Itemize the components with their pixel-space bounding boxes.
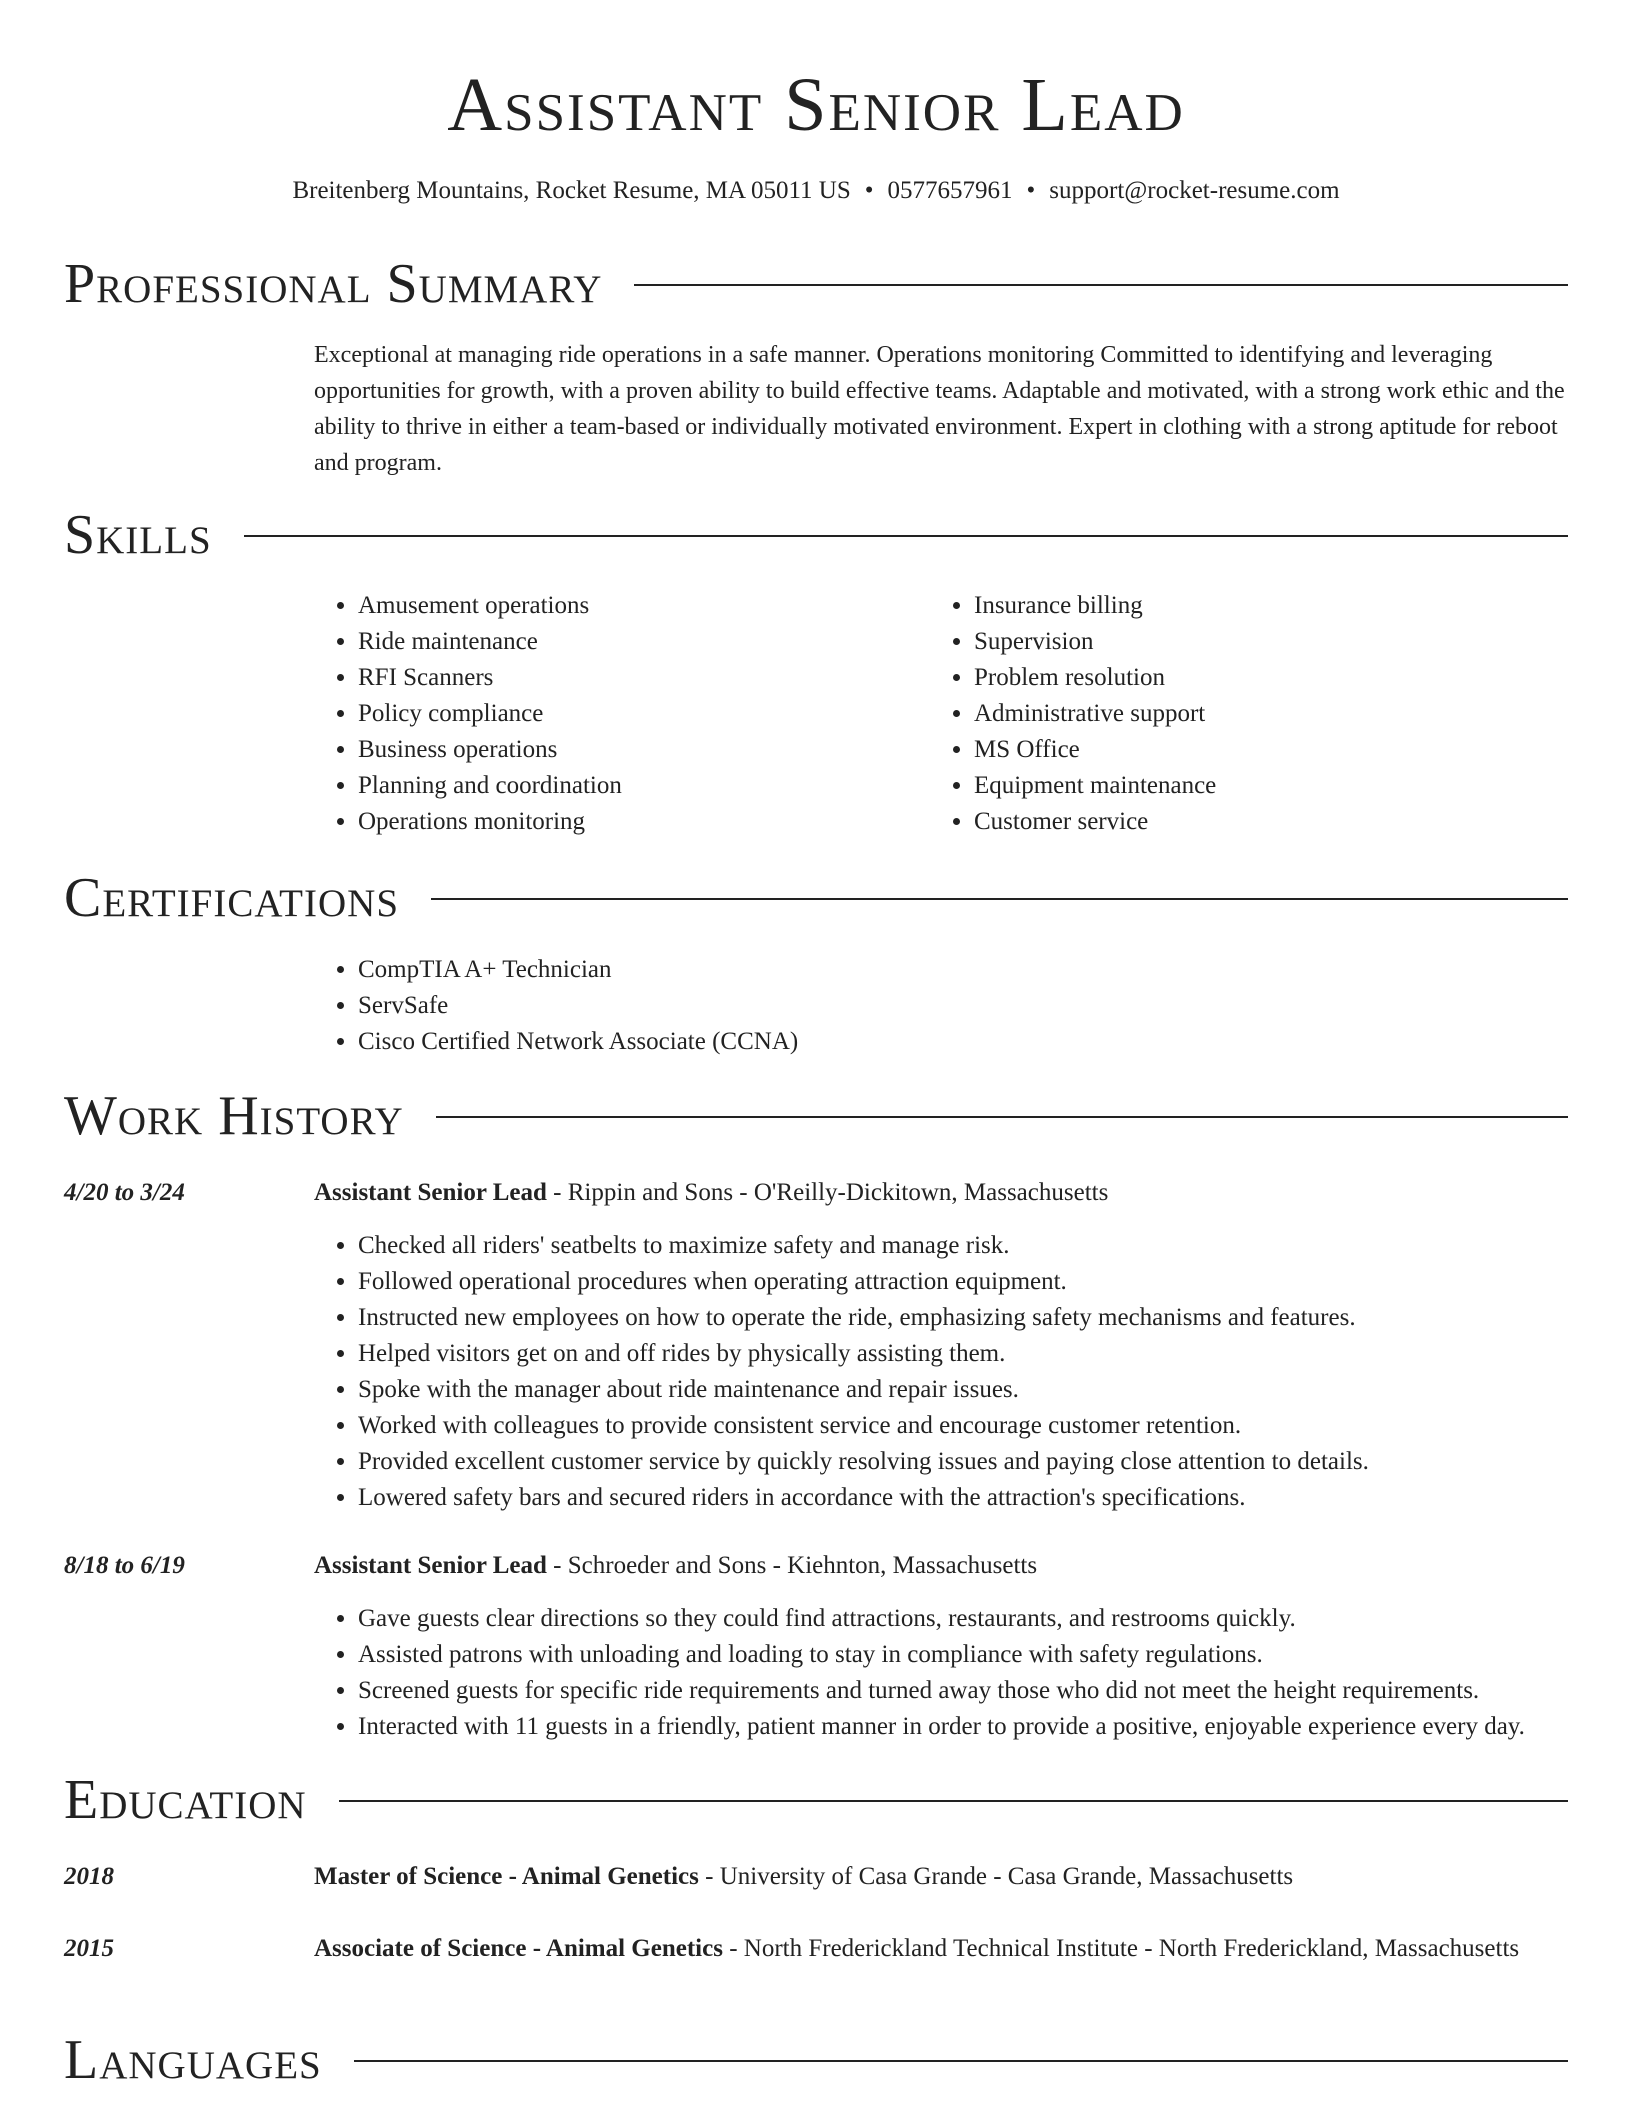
section-divider [431, 898, 1568, 900]
list-item: • Insurance billing [974, 588, 1550, 624]
skills-column-right [930, 588, 1550, 840]
list-item: • Problem resolution [974, 660, 1550, 696]
list-item: • Ride maintenance [358, 624, 914, 660]
job-title-line [314, 1174, 1568, 1212]
summary-heading [64, 252, 1568, 316]
list-item: • Gave guests clear directions so they could find attractions, restaurants, and restrooms quickly. [358, 1601, 1568, 1637]
list-item: • Business operations [358, 732, 914, 768]
list-item: • Equipment maintenance [974, 768, 1550, 804]
education-year: 2018 [64, 1863, 114, 1890]
list-item: • Provided excellent customer service by quickly resolving issues and paying close attention to details. [358, 1444, 1568, 1480]
job-duties [314, 1228, 1568, 1516]
degree: Master of Science - Animal Genetics [314, 1863, 699, 1890]
section-title: Professional Summary [64, 253, 603, 315]
list-item: • Assisted patrons with unloading and loading to stay in compliance with safety regulations. [358, 1637, 1568, 1673]
list-item: • RFI Scanners [358, 660, 914, 696]
list-item: • Screened guests for specific ride requirements and turned away those who did not meet the height requirements. [358, 1673, 1568, 1709]
work-history-heading [64, 1084, 1568, 1148]
email: support@rocket-resume.com [1049, 177, 1340, 204]
education-year: 2015 [64, 1935, 114, 1962]
job-title: Assistant Senior Lead [314, 1179, 547, 1206]
list-item: • Checked all riders' seatbelts to maximize safety and manage risk. [358, 1228, 1568, 1264]
section-title: Work History [64, 1085, 404, 1147]
list-item: • Operations monitoring [358, 804, 914, 840]
list-item: • CompTIA A+ Technician [358, 952, 1568, 988]
school: - North Frederickland Technical Institute - North Frederickland, Massachusetts [722, 1935, 1520, 1962]
languages-heading [64, 2028, 1568, 2092]
list-item: • Helped visitors get on and off rides by physically assisting them. [358, 1336, 1568, 1372]
list-item: • Interacted with 11 guests in a friendly, patient manner in order to provide a positive, enjoyable experience every day. [358, 1709, 1568, 1745]
section-title: Education [64, 1769, 307, 1831]
section-divider [339, 1800, 1568, 1802]
job-dates: 4/20 to 3/24 [64, 1179, 185, 1206]
list-item: • Supervision [974, 624, 1550, 660]
list-item: • MS Office [974, 732, 1550, 768]
skills-heading [64, 503, 1568, 567]
list-item: • Spoke with the manager about ride maintenance and repair issues. [358, 1372, 1568, 1408]
list-item: • Amusement operations [358, 588, 914, 624]
list-item: • Customer service [974, 804, 1550, 840]
list-item: • Lowered safety bars and secured riders in accordance with the attraction's specifications. [358, 1480, 1568, 1516]
education-heading [64, 1768, 1568, 1832]
education-line [314, 1930, 1568, 1968]
section-divider [354, 2060, 1568, 2062]
list-item: • Administrative support [974, 696, 1550, 732]
job-dates: 8/18 to 6/19 [64, 1552, 185, 1579]
section-divider [244, 535, 1568, 537]
section-divider [436, 1116, 1568, 1118]
phone: 0577657961 [887, 177, 1013, 204]
job-duties [314, 1601, 1568, 1745]
resume-name: Assistant Senior Lead [447, 63, 1185, 147]
skills-column-left [314, 588, 914, 840]
address: Breitenberg Mountains, Rocket Resume, MA 05011 US [292, 177, 851, 204]
contact-line [0, 175, 1632, 207]
section-divider [634, 284, 1568, 286]
education-line [314, 1858, 1568, 1896]
job-title-line [314, 1547, 1568, 1585]
job-employer: - Schroeder and Sons - Kiehnton, Massachusetts [546, 1552, 1038, 1579]
section-title: Skills [64, 504, 212, 566]
certifications-list [314, 952, 1568, 1060]
list-item: • Policy compliance [358, 696, 914, 732]
list-item: • Cisco Certified Network Associate (CCNA) [358, 1024, 1568, 1060]
list-item: • ServSafe [358, 988, 1568, 1024]
list-item: • Planning and coordination [358, 768, 914, 804]
section-title: Languages [64, 2029, 322, 2091]
job-title: Assistant Senior Lead [314, 1552, 547, 1579]
separator-dot: • [1026, 177, 1036, 204]
list-item: • Instructed new employees on how to operate the ride, emphasizing safety mechanisms and features. [358, 1300, 1568, 1336]
summary-text: Exceptional at managing ride operations in a safe manner. Operations monitoring Committed to identifying and leveraging opportunities for growth, with a proven ability to build effective teams. Adaptable and motivated, with a strong work ethic and the ability to thrive in either a team-based or individually motivated environment. Expert in clothing with a strong aptitude for reboot and program. [314, 342, 1565, 476]
list-item: • Worked with colleagues to provide consistent service and encourage customer retention. [358, 1408, 1568, 1444]
separator-dot: • [864, 177, 874, 204]
list-item: • Followed operational procedures when operating attraction equipment. [358, 1264, 1568, 1300]
job-employer: - Rippin and Sons - O'Reilly-Dickitown, Massachusetts [546, 1179, 1109, 1206]
school: - University of Casa Grande - Casa Grande, Massachusetts [698, 1863, 1294, 1890]
section-title: Certifications [64, 867, 400, 929]
certifications-heading [64, 866, 1568, 930]
degree: Associate of Science - Animal Genetics [314, 1935, 723, 1962]
